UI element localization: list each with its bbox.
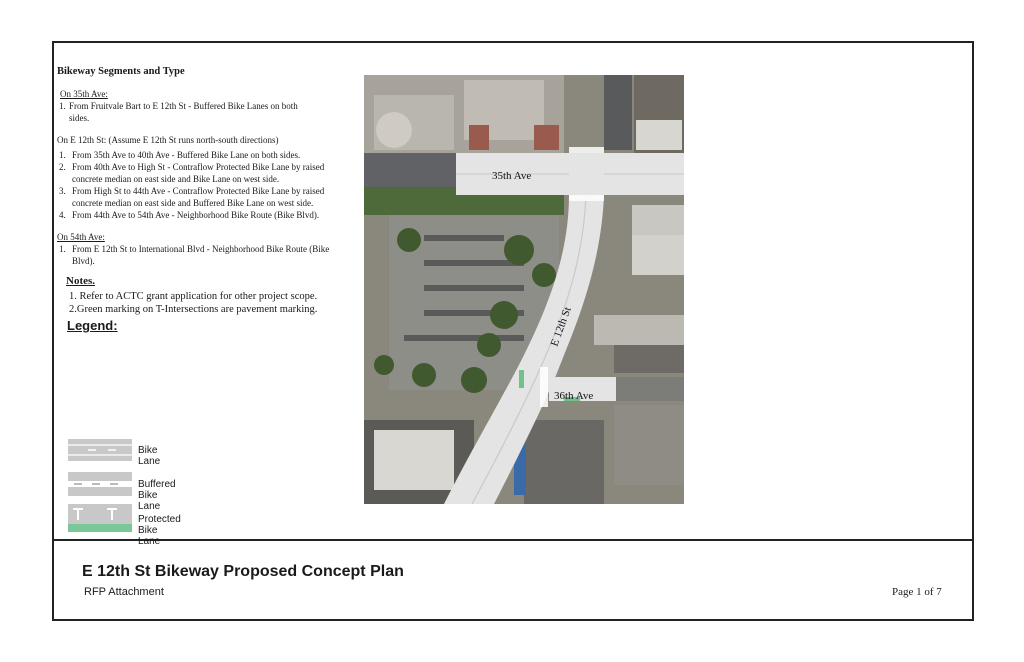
plan-title: E 12th St Bikeway Proposed Concept Plan — [82, 563, 404, 580]
list-item: 1. From E 12th St to International Blvd - Neighborhood Bike Route (Bike Blvd). — [59, 244, 330, 266]
legend-label: Bike Lane — [138, 445, 161, 467]
segment-description-panel — [57, 66, 357, 332]
legend-title: Legend: — [67, 318, 118, 333]
note-item: 1. Refer to ACTC grant application for other project scope. — [69, 291, 318, 302]
section-title: On 35th Ave: — [60, 89, 108, 99]
plan-subtitle: RFP Attachment — [84, 586, 164, 598]
list-item: 2. From 40th Ave to High St - Contraflow Protected Bike Lane by raised concrete median on east side and Bike Lane on west side. — [59, 162, 325, 184]
page-number: Page 1 of 7 — [892, 586, 942, 598]
title-block-divider — [52, 539, 974, 541]
buffered-bike-lane-swatch — [68, 472, 132, 496]
protected-bike-lane-swatch — [68, 504, 132, 532]
list-item: 1. From Fruitvale Bart to E 12th St - Buffered Bike Lanes on both sides. — [59, 101, 298, 123]
green-marking — [519, 370, 524, 388]
aerial-map — [364, 75, 684, 504]
legend-label: Protected Bike Lane — [138, 514, 181, 547]
notes-title: Notes. — [66, 275, 96, 287]
list-item: 4. From 44th Ave to 54th Ave - Neighborhood Bike Route (Bike Blvd). — [59, 210, 320, 220]
bike-lane-swatch — [68, 439, 132, 461]
legend-label: Buffered Bike Lane — [138, 479, 176, 512]
section-54th — [57, 231, 357, 267]
section-35th — [57, 88, 357, 124]
label-e-12th-st: E 12th St — [548, 305, 574, 349]
section-title: On 54th Ave: — [57, 232, 105, 242]
segments-heading: Bikeway Segments and Type — [57, 66, 185, 77]
list-item: 1. From 35th Ave to 40th Ave - Buffered Bike Lane on both sides. — [59, 150, 301, 160]
list-item: 3. From High St to 44th Ave - Contraflow Protected Bike Lane by raised concrete median on east side and Buffered Bike Lane on west side. — [59, 186, 325, 208]
note-item: 2.Green marking on T-Intersections are pavement marking. — [69, 304, 318, 315]
section-title: On E 12th St: (Assume E 12th St runs north-south directions) — [57, 135, 279, 145]
map-drawing — [364, 75, 684, 504]
label-36th-ave: 36th Ave — [554, 390, 594, 402]
section-e12th — [57, 134, 357, 221]
label-35th-ave: 35th Ave — [492, 170, 532, 182]
